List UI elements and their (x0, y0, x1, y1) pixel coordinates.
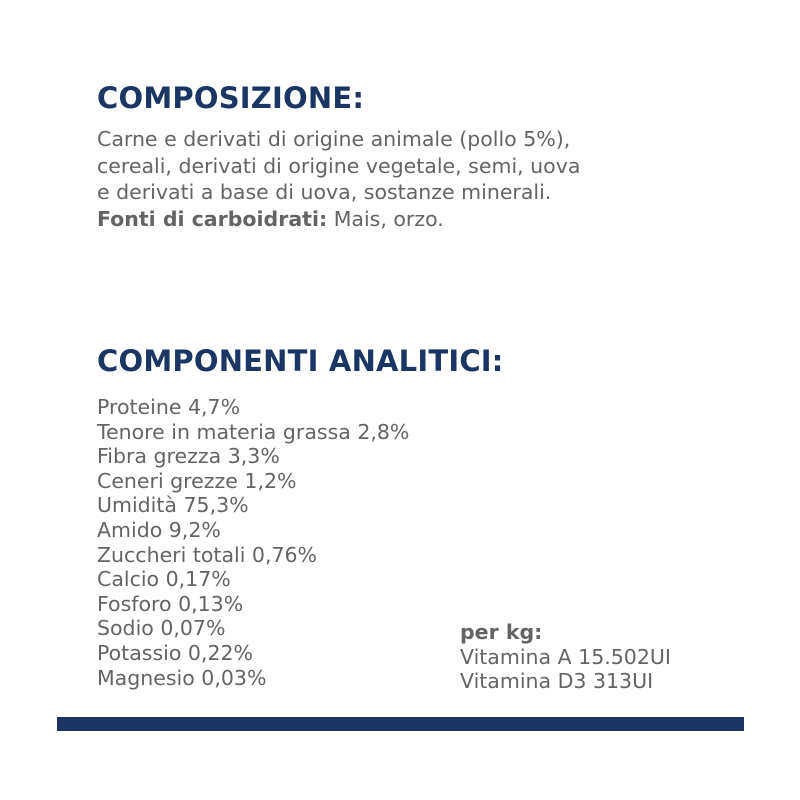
list-item: Proteine 4,7% (97, 395, 241, 419)
list-item: Ceneri grezze 1,2% (97, 468, 297, 493)
per-kg-label: per kg: (460, 620, 543, 644)
composition-line: Carne e derivati di origine animale (pollo 5%), (97, 127, 571, 151)
vitamin-item: Vitamina A 15.502UI (460, 644, 671, 669)
analytical-components-heading: COMPONENTI ANALITICI: (97, 344, 504, 378)
composition-text (97, 126, 737, 232)
vitamin-item: Vitamina D3 313UI (460, 669, 654, 694)
list-item: Fibra grezza 3,3% (97, 444, 280, 469)
list-item: Amido 9,2% (97, 517, 221, 542)
footer-divider-bar (57, 717, 744, 731)
list-item: Potassio 0,22% (97, 640, 254, 665)
composition-line: e derivati a base di uova, sostanze minerali. (97, 180, 552, 204)
list-item: Umidità 75,3% (97, 493, 249, 518)
list-item: Magnesio 0,03% (97, 665, 267, 690)
list-item: Zuccheri totali 0,76% (97, 542, 318, 567)
carbohydrate-sources-label: Fonti di carboidrati: (97, 206, 328, 231)
list-item: Calcio 0,17% (97, 567, 231, 592)
carbohydrate-sources-value: Mais, orzo. (327, 206, 444, 231)
analytical-components-list (97, 395, 409, 690)
composition-line: cereali, derivati di origine vegetale, semi, uova (97, 153, 581, 178)
list-item: Tenore in materia grassa 2,8% (97, 419, 410, 444)
list-item: Fosforo 0,13% (97, 591, 244, 616)
list-item: Sodio 0,07% (97, 616, 226, 641)
carbohydrate-sources (97, 206, 737, 233)
composition-heading: COMPOSIZIONE: (97, 81, 365, 115)
per-kg-block (460, 620, 671, 694)
